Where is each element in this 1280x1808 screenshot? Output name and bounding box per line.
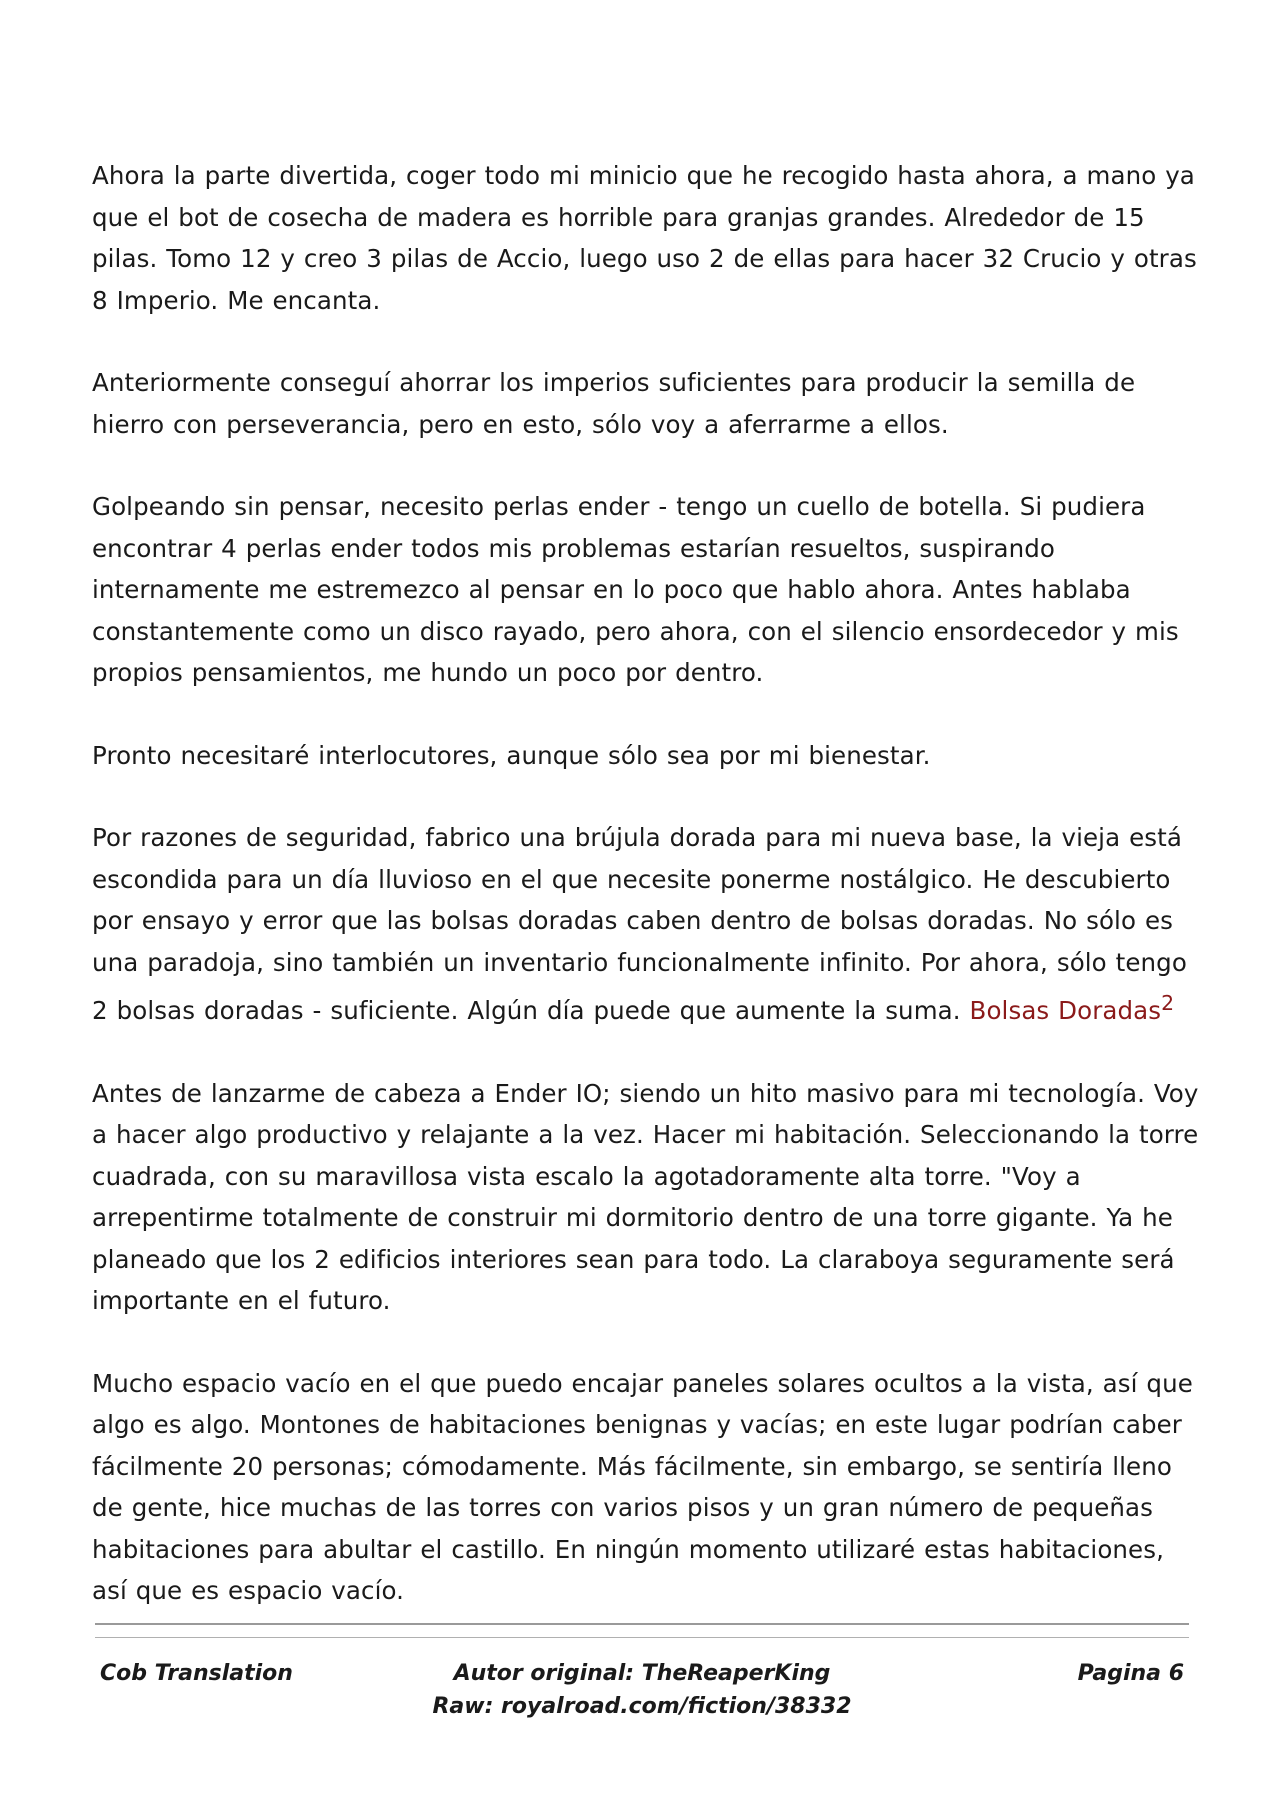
footer-divider-top	[95, 1623, 1189, 1625]
paragraph: Golpeando sin pensar, necesito perlas ender - tengo un cuello de botella. Si pudiera encontrar 4 perlas ender todos mis problemas estarían resueltos, suspirando internamente me estremezco al pensar en lo poco que hablo ahora. Antes hablaba constantemente como un disco rayado, pero ahora, con el silencio ensordecedor y mis propios pensamientos, me hundo un poco por dentro.	[92, 492, 1179, 687]
footer-author: Autor original: TheReaperKing	[453, 1661, 831, 1686]
footnote-link[interactable]	[969, 991, 1175, 1026]
paragraph: Anteriormente conseguí ahorrar los imperios suficientes para producir la semilla de hierro con perseverancia, pero en esto, sólo voy a aferrarme a ellos.	[92, 368, 1136, 439]
page-number: Pagina 6	[1077, 1661, 1184, 1686]
paragraph: Mucho espacio vacío en el que puedo encajar paneles solares ocultos a la vista, así que algo es algo. Montones de habitaciones benignas y vacías; en este lugar podrían caber fácilmente 20 personas; cómodamente. Más fácilmente, sin embargo, se sentiría lleno de gente, hice muchas de las torres con varios pisos y un gran número de pequeñas habitaciones para abultar el castillo. En ningún momento utilizaré estas habitaciones, así que es espacio vacío.	[92, 1368, 1193, 1606]
footer-translator: Cob Translation	[100, 1661, 293, 1686]
paragraph-with-link	[92, 817, 1200, 1032]
paragraph-text: Por razones de seguridad, fabrico una brújula dorada para mi nueva base, la vieja está escondida para un día lluvioso en el que necesite ponerme nostálgico. He descubierto por ensayo y error que las bolsas doradas caben dentro de bolsas doradas. No sólo es una paradoja, sino también un inventario funcionalmente infinito. Por ahora, sólo tengo 2 bolsas doradas - suficiente. Algún día puede que aumente la suma.	[92, 823, 1187, 1026]
paragraph: Antes de lanzarme de cabeza a Ender IO; siendo un hito masivo para mi tecnología. Voy a hacer algo productivo y relajante a la vez. Hacer mi habitación. Seleccionando la torre cuadrada, con su maravillosa vista escalo la agotadoramente alta torre. "Voy a arrepentirme totalmente de construir mi dormitorio dentro de una torre gigante. Ya he planeado que los 2 edificios interiores sean para todo. La claraboya seguramente será importante en el futuro.	[92, 1078, 1199, 1316]
footnote-marker: 2	[1161, 991, 1175, 1015]
body-text	[92, 155, 1200, 1653]
paragraph: Pronto necesitaré interlocutores, aunque sólo sea por mi bienestar.	[92, 740, 931, 770]
footer-source: Raw: royalroad.com/fiction/38332	[432, 1694, 852, 1719]
footer-credits	[95, 1657, 1189, 1723]
footnote-link-text: Bolsas Doradas	[969, 996, 1162, 1026]
paragraph: Ahora la parte divertida, coger todo mi minicio que he recogido hasta ahora, a mano ya que el bot de cosecha de madera es horrible para granjas grandes. Alrededor de 15 pilas. Tomo 12 y creo 3 pilas de Accio, luego uso 2 de ellas para hacer 32 Crucio y otras 8 Imperio. Me encanta.	[92, 161, 1197, 315]
footer-divider-bottom	[95, 1637, 1189, 1638]
